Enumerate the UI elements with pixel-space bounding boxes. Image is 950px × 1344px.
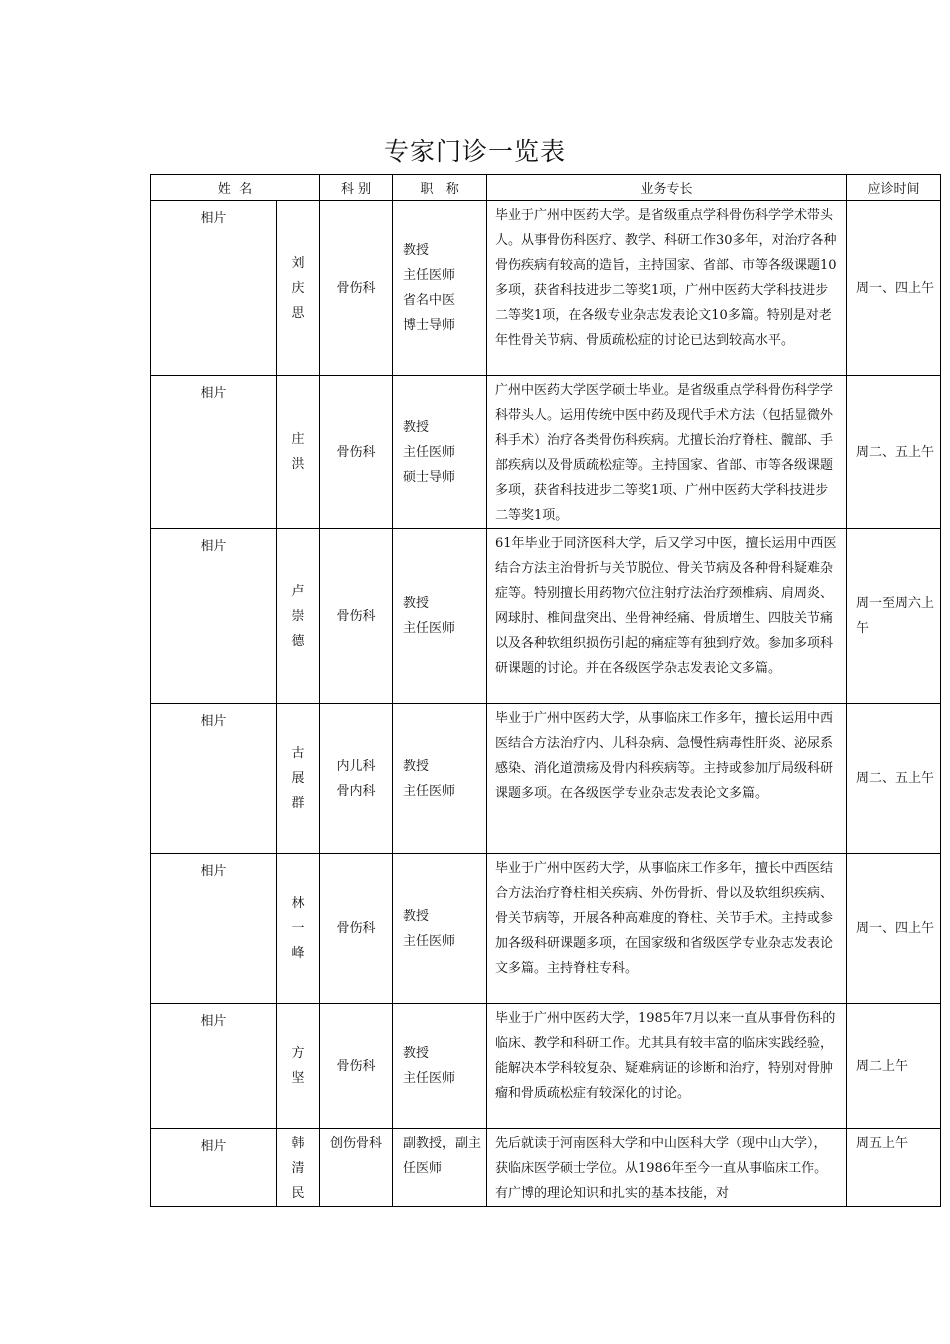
name-char: 崇 — [291, 608, 305, 624]
name-char: 刘 — [291, 255, 305, 271]
rank-line: 主任医师 — [403, 933, 456, 949]
rank-line: 主任医师 — [403, 268, 456, 283]
dept-line: 创伤骨科 — [330, 1136, 383, 1151]
name-char: 清 — [291, 1161, 305, 1176]
expert-time: 周五上午 — [847, 1129, 941, 1207]
expert-dept — [320, 854, 393, 1004]
expert-time: 周一至周六上午 — [847, 529, 941, 704]
header-rank: 职 称 — [393, 175, 487, 201]
expert-time: 周二、五上午 — [847, 704, 941, 854]
expert-dept — [320, 376, 393, 529]
rank-line: 副教授，副主任医师 — [403, 1136, 482, 1176]
photo-placeholder: 相片 — [151, 854, 277, 1004]
header-time: 应诊时间 — [847, 175, 941, 201]
name-char: 民 — [291, 1186, 305, 1201]
expert-name — [277, 1004, 320, 1129]
expert-name — [277, 201, 320, 376]
expert-time: 周一、四上午 — [847, 201, 941, 376]
rank-line: 硕士导师 — [403, 469, 456, 485]
name-char: 方 — [291, 1046, 305, 1061]
expert-rank — [393, 376, 487, 529]
table-row — [151, 201, 941, 376]
table-row — [151, 1004, 941, 1129]
expert-rank — [393, 704, 487, 854]
photo-placeholder: 相片 — [151, 376, 277, 529]
name-char: 思 — [291, 305, 305, 321]
photo-placeholder: 相片 — [151, 1004, 277, 1129]
expert-specialty: 61年毕业于同济医科大学，后又学习中医，擅长运用中西医结合方法主治骨折与关节脱位、骨关节病及各种骨科疑难杂症等。特别擅长用药物穴位注射疗法治疗颈椎病、肩周炎、网球肘、椎间盘突出、坐骨神经痛、骨质增生、四肢关节痛以及各种软组织损伤引起的痛症等有独到疗效。参加多项科研课题的讨论。并在各级医学杂志发表论文多篇。 — [487, 529, 847, 704]
name-char: 古 — [291, 746, 305, 761]
rank-line: 主任医师 — [403, 1071, 456, 1086]
name-char: 庄 — [291, 432, 305, 447]
rank-line: 主任医师 — [403, 444, 456, 460]
expert-rank — [393, 1004, 487, 1129]
name-char: 德 — [291, 633, 305, 649]
dept-line: 骨伤科 — [336, 1058, 376, 1074]
name-char: 峰 — [291, 946, 305, 961]
expert-specialty: 先后就读于河南医科大学和中山医科大学（现中山大学），获临床医学硕士学位。从1986年至今一直从事临床工作。有广博的理论知识和扎实的基本技能，对 — [487, 1129, 847, 1207]
table-row — [151, 1129, 941, 1207]
rank-line: 教授 — [403, 758, 430, 774]
expert-rank — [393, 529, 487, 704]
expert-time: 周二、五上午 — [847, 376, 941, 529]
rank-line: 教授 — [403, 596, 430, 611]
expert-time: 周一、四上午 — [847, 854, 941, 1004]
rank-line: 教授 — [403, 243, 430, 258]
expert-specialty: 毕业于广州中医药大学，从事临床工作多年，擅长运用中西医结合方法治疗内、儿科杂病、急慢性病毒性肝炎、泌尿系感染、消化道溃疡及骨内科疾病等。主持或参加厅局级科研课题多项。在各级医学专业杂志发表论文多篇。 — [487, 704, 847, 854]
table-header-row — [151, 175, 941, 201]
expert-dept — [320, 1004, 393, 1129]
table-row — [151, 704, 941, 854]
expert-specialty: 毕业于广州中医药大学。是省级重点学科骨伤科学学术带头人。从事骨伤科医疗、教学、科研工作30多年，对治疗各种骨伤疾病有较高的造旨，主持国家、省部、市等各级课题10多项，获省科技进步二等奖1项，广州中医药大学科技进步二等奖1项，在各级专业杂志发表论文10多篇。特别是对老年性骨关节病、骨质疏松症的讨论已达到较高水平。 — [487, 201, 847, 376]
rank-line: 教授 — [403, 908, 430, 924]
dept-line: 骨伤科 — [336, 608, 376, 624]
expert-rank — [393, 854, 487, 1004]
name-char: 一 — [291, 921, 305, 936]
page-title: 专家门诊一览表 — [383, 137, 566, 166]
expert-name — [277, 376, 320, 529]
dept-line: 骨伤科 — [336, 280, 376, 296]
expert-dept — [320, 529, 393, 704]
photo-placeholder: 相片 — [151, 1129, 277, 1207]
expert-specialty: 广州中医药大学医学硕士毕业。是省级重点学科骨伤科学学科带头人。运用传统中医中药及现代手术方法（包括显微外科手术）治疗各类骨伤科疾病。尤擅长治疗脊柱、髋部、手部疾病以及骨质疏松症等。主持国家、省部、市等各级课题多项，获省科技进步二等奖1项、广州中医药大学科技进步二等奖1项。 — [487, 376, 847, 529]
expert-dept — [320, 1129, 393, 1207]
expert-rank — [393, 1129, 487, 1207]
expert-dept — [320, 201, 393, 376]
header-name: 姓 名 — [151, 175, 320, 201]
rank-line: 博士导师 — [403, 318, 456, 333]
expert-name — [277, 1129, 320, 1207]
rank-line: 教授 — [403, 419, 430, 435]
photo-placeholder: 相片 — [151, 201, 277, 376]
name-char: 林 — [291, 896, 305, 911]
name-char: 韩 — [291, 1136, 305, 1151]
name-char: 展 — [291, 771, 305, 786]
expert-table — [150, 174, 941, 1207]
header-specialty: 业务专长 — [487, 175, 847, 201]
name-char: 庆 — [291, 280, 305, 296]
dept-line: 骨伤科 — [336, 444, 376, 460]
dept-line: 骨伤科 — [336, 921, 376, 936]
name-char: 群 — [291, 796, 305, 811]
photo-placeholder: 相片 — [151, 529, 277, 704]
rank-line: 主任医师 — [403, 783, 456, 799]
header-dept: 科 别 — [320, 175, 393, 201]
name-char: 卢 — [291, 583, 305, 599]
table-row — [151, 854, 941, 1004]
name-char: 洪 — [291, 457, 305, 472]
expert-specialty: 毕业于广州中医药大学，从事临床工作多年，擅长中西医结合方法治疗脊柱相关疾病、外伤骨折、骨以及软组织疾病、骨关节病等，开展各种高难度的脊柱、关节手术。主持或参加各级科研课题多项，在国家级和省级医学专业杂志发表论文多篇。主持脊柱专科。 — [487, 854, 847, 1004]
expert-dept — [320, 704, 393, 854]
table-row — [151, 529, 941, 704]
expert-specialty: 毕业于广州中医药大学，1985年7月以来一直从事骨伤科的临床、教学和科研工作。尤其具有较丰富的临床实践经验，能解决本学科较复杂、疑难病证的诊断和治疗，特别对骨肿瘤和骨质疏松症有较深化的讨论。 — [487, 1004, 847, 1129]
expert-name — [277, 529, 320, 704]
name-char: 坚 — [291, 1071, 305, 1086]
expert-name — [277, 704, 320, 854]
photo-placeholder: 相片 — [151, 704, 277, 854]
rank-line: 教授 — [403, 1046, 430, 1061]
rank-line: 主任医师 — [403, 621, 456, 636]
dept-line: 骨内科 — [336, 783, 376, 799]
expert-name — [277, 854, 320, 1004]
table-row — [151, 376, 941, 529]
rank-line: 省名中医 — [403, 293, 456, 308]
dept-line: 内儿科 — [336, 758, 376, 774]
expert-rank — [393, 201, 487, 376]
expert-time: 周二上午 — [847, 1004, 941, 1129]
